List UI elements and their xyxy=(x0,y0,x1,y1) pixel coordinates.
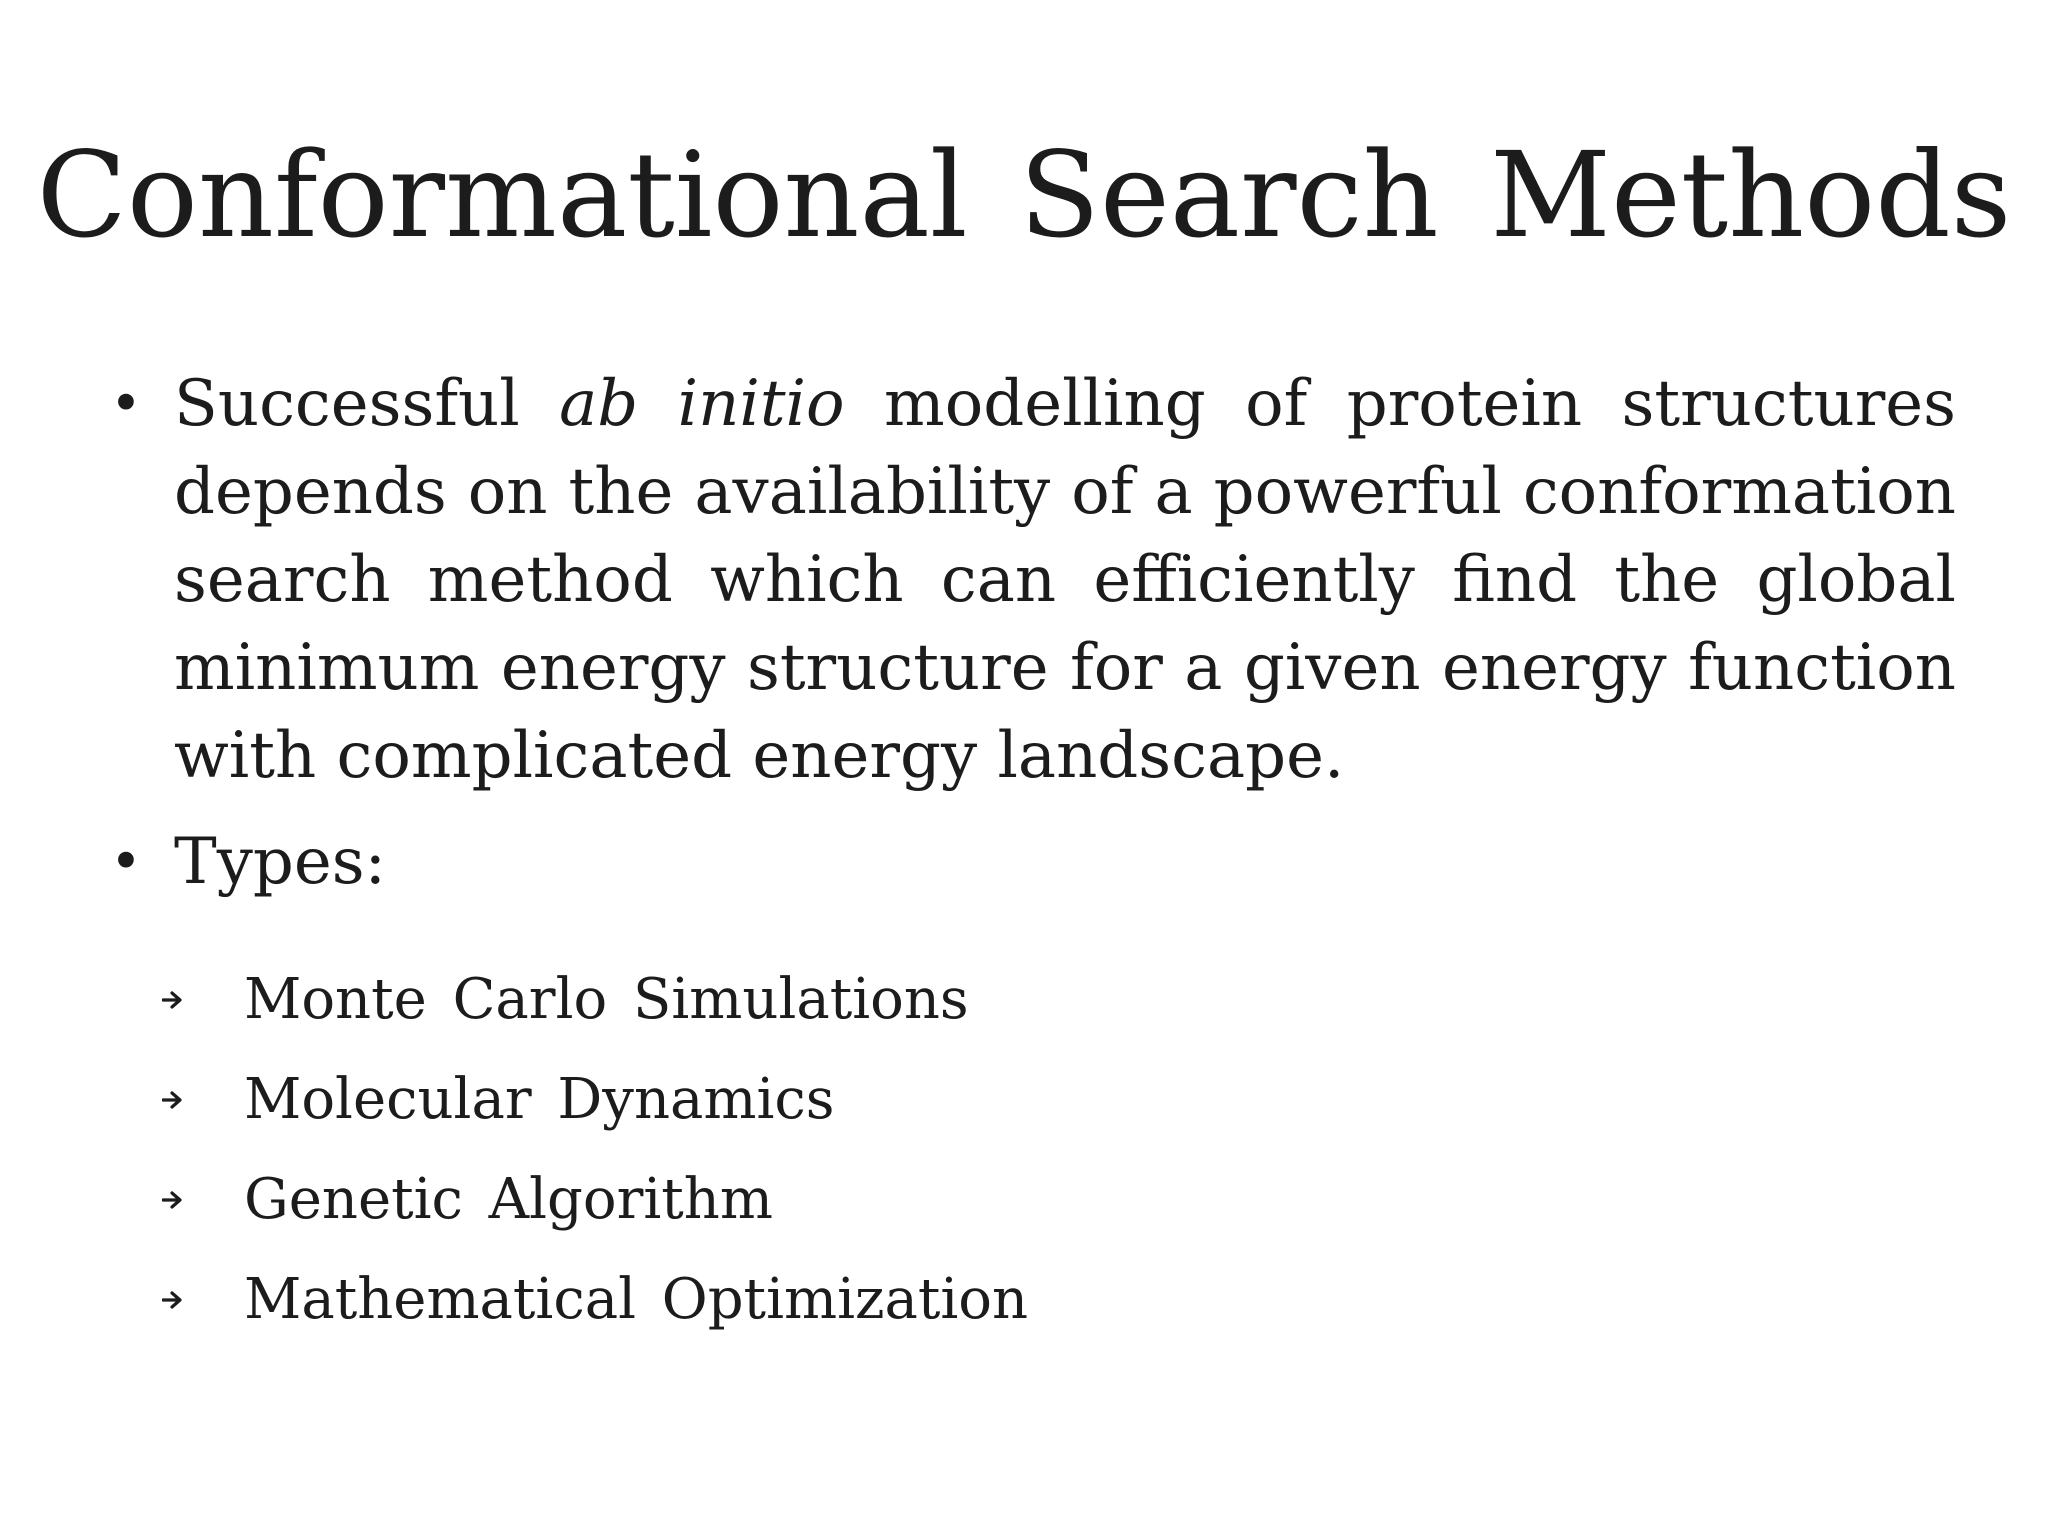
arrow-right-icon xyxy=(160,1150,200,1250)
types-list xyxy=(160,950,1360,1350)
bullet-text-before: Successful xyxy=(174,367,520,441)
bullet-dot-icon: • xyxy=(110,372,142,435)
bullet-text xyxy=(174,360,1956,800)
list-item xyxy=(160,1150,1360,1250)
arrow-right-icon xyxy=(160,1250,200,1350)
bullet-text-after: modelling of protein structures depends on the availability of a powerful conformation search method which can efficiently find the global minimum energy structure for a given energy function with complicated energy landscape. xyxy=(174,367,1957,793)
bullet-item-types xyxy=(104,818,1956,906)
list-item-label: Genetic Algorithm xyxy=(244,1167,773,1232)
bullet-dot-icon: • xyxy=(110,830,142,893)
bullet-text: Types: xyxy=(174,825,387,899)
bullet-item-intro xyxy=(104,360,1956,800)
arrow-right-icon xyxy=(160,950,200,1050)
bullet-list xyxy=(104,360,1956,906)
arrow-right-icon xyxy=(160,1050,200,1150)
list-item-label: Monte Carlo Simulations xyxy=(244,967,969,1032)
bullet-text-italic: ab initio xyxy=(559,367,845,441)
list-item-label: Mathematical Optimization xyxy=(244,1267,1029,1332)
list-item xyxy=(160,1250,1360,1350)
slide-title: Conformational Search Methods xyxy=(36,126,2012,264)
list-item xyxy=(160,950,1360,1050)
list-item xyxy=(160,1050,1360,1150)
list-item-label: Molecular Dynamics xyxy=(244,1067,835,1132)
